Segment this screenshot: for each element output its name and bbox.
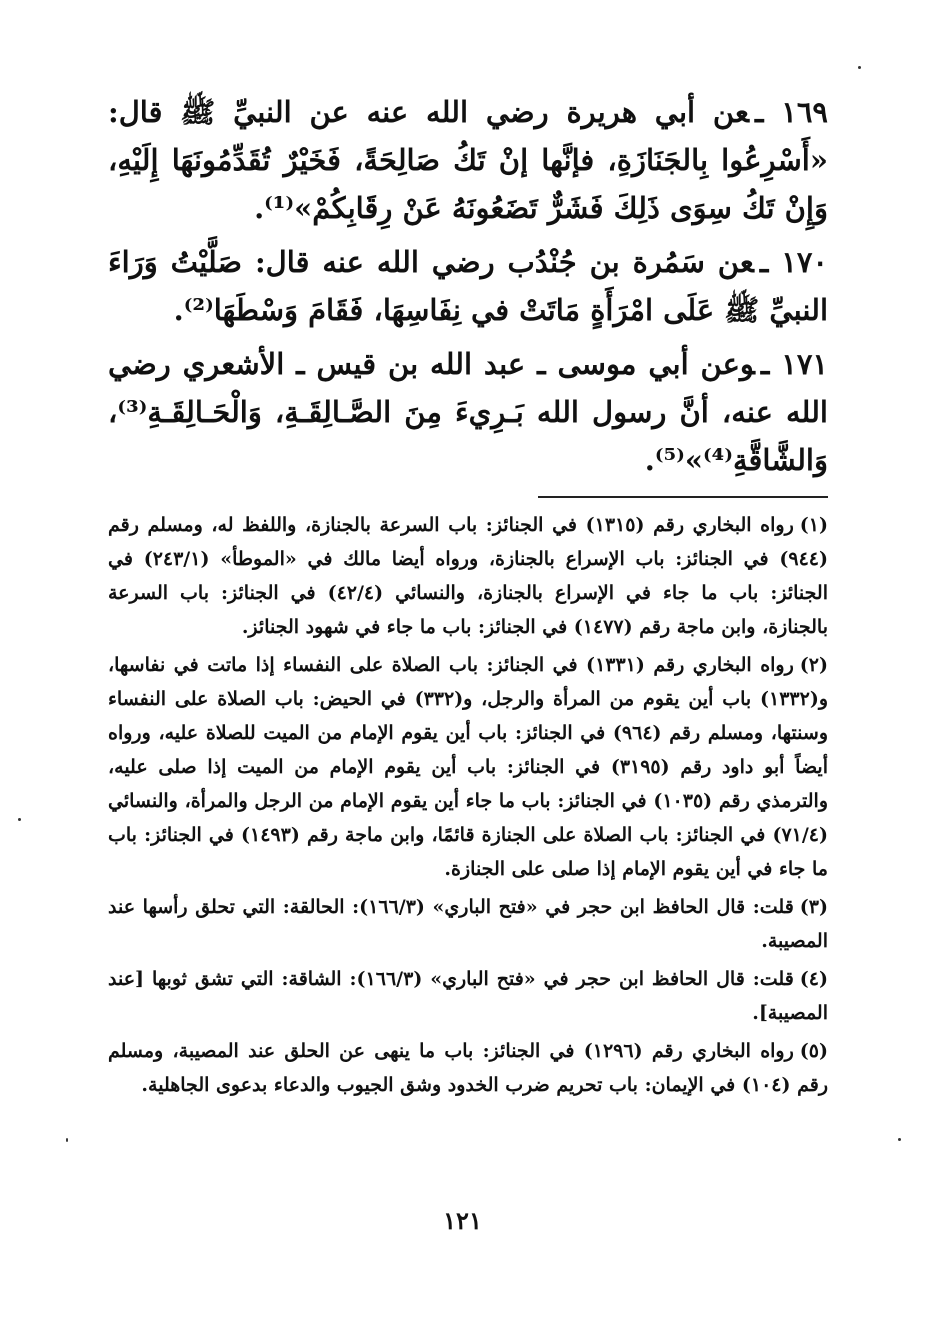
footnotes-section xyxy=(108,508,828,1102)
footnote-divider xyxy=(538,496,828,498)
footnote-text: قلت: قال الحافظ ابن حجر في «فتح الباري» (١٦٦/٣): الشاقة: التي تشق ثوبها [عند المصيبة]. xyxy=(108,968,828,1024)
footnote-5 xyxy=(108,1034,828,1102)
footnote-3 xyxy=(108,890,828,958)
hadith-number: ١٧١ ـ xyxy=(760,347,829,381)
scan-speck xyxy=(858,66,861,69)
scan-speck xyxy=(18,818,21,821)
footnote-4 xyxy=(108,962,828,1030)
hadith-169 xyxy=(108,88,828,232)
footnote-text: رواه البخاري رقم (١٣٣١) في الجنائز: باب الصلاة على النفساء إذا ماتت في نفاسها، و(١٣٣٢) باب أين يقوم من المرأة والرجل، و(٣٣٢) في الحيض: باب الصلاة على النفساء وسنتها، ومسلم رقم (٩٦٤) في الجنائز: باب أين يقوم الإمام من الميت للصلاة عليه، ورواه أيضاً أبو داود رقم (٣١٩٥) في الجنائز: باب أين يقوم الإمام من الميت إذا صلى عليه، والترمذي رقم (١٠٣٥) في الجنائز: باب ما جاء أين يقوم الإمام من الرجل والمرأة، والنسائي (٧١/٤) في الجنائز: باب الصلاة على الجنازة قائمًا، وابن ماجة رقم (١٤٩٣) في الجنائز: باب ما جاء في أين يقوم الإمام إذا صلى على الجنازة. xyxy=(108,654,829,880)
footnote-number: (٣) xyxy=(799,896,829,918)
hadith-text: عن سَمُرة بن جُنْدُب رضي الله عنه قال: صَلَّيْتُ وَرَاءَ النبيِّ ﷺ عَلَى امْرَأَةٍ مَاتَتْ في نِفَاسِهَا، فَقَامَ وَسْطَهَا⁽²⁾. xyxy=(108,245,828,327)
hadith-text: وعن أبي موسى ـ عبد الله بن قيس ـ الأشعري رضي الله عنه، أنَّ رسول الله بَـرِيءَ مِنَ الصَّـالِقَـةِ، وَالْحَـالِقَـةِ⁽³⁾، وَالشَّاقَّةِ⁽⁴⁾»⁽⁵⁾. xyxy=(108,347,828,477)
hadith-text: عن أبي هريرة رضي الله عنه عن النبيِّ ﷺ قال: «أَسْرِعُوا بِالجَنَازَةِ، فإنَّها إنْ تَكُ صَالِحَةً، فَخَيْرٌ تُقَدِّمُونَهَا إِلَيْهِ، وَإِنْ تَكُ سِوَى ذَلِكَ فَشَرٌّ تَضَعُونَهُ عَنْ رِقَابِكُمْ»⁽¹⁾. xyxy=(108,95,828,225)
page-number: ١٢١ xyxy=(443,1206,482,1235)
scan-speck xyxy=(898,1138,901,1141)
hadith-170 xyxy=(108,238,828,334)
footnote-text: قلت: قال الحافظ ابن حجر في «فتح الباري» (١٦٦/٣): الحالقة: التي تحلق رأسها عند المصيبة. xyxy=(108,896,828,952)
hadith-171 xyxy=(108,340,828,484)
footnote-text: رواه البخاري رقم (١٣١٥) في الجنائز: باب السرعة بالجنازة، واللفظ له، ومسلم رقم (٩٤٤) في الجنائز: باب الإسراع بالجنازة، ورواه أيضا مالك في «الموطأ» (٢٤٣/١) في الجنائز: باب ما جاء في الإسراع بالجنازة، والنسائي (٤٢/٤) في الجنائز: باب السرعة بالجنازة، وابن ماجة رقم (١٤٧٧) في الجنائز: باب ما جاء في شهود الجنائز. xyxy=(108,514,828,638)
footnote-text: رواه البخاري رقم (١٢٩٦) في الجنائز: باب ما ينهى عن الحلق عند المصيبة، ومسلم رقم (١٠٤) في الإيمان: باب تحريم ضرب الخدود وشق الجيوب والدعاء بدعوى الجاهلية. xyxy=(108,1040,828,1096)
footnote-number: (٥) xyxy=(799,1040,828,1062)
page-content xyxy=(108,88,828,1106)
footnote-number: (٢) xyxy=(799,654,828,676)
footnote-number: (١) xyxy=(799,514,828,536)
hadith-number: ١٦٩ ـ xyxy=(754,95,828,129)
footnote-1 xyxy=(108,508,828,644)
hadith-number: ١٧٠ ـ xyxy=(759,245,828,279)
hadith-section xyxy=(108,88,828,484)
footnote-2 xyxy=(108,648,828,886)
footnote-number: (٤) xyxy=(799,968,828,990)
scan-speck xyxy=(66,1138,68,1142)
